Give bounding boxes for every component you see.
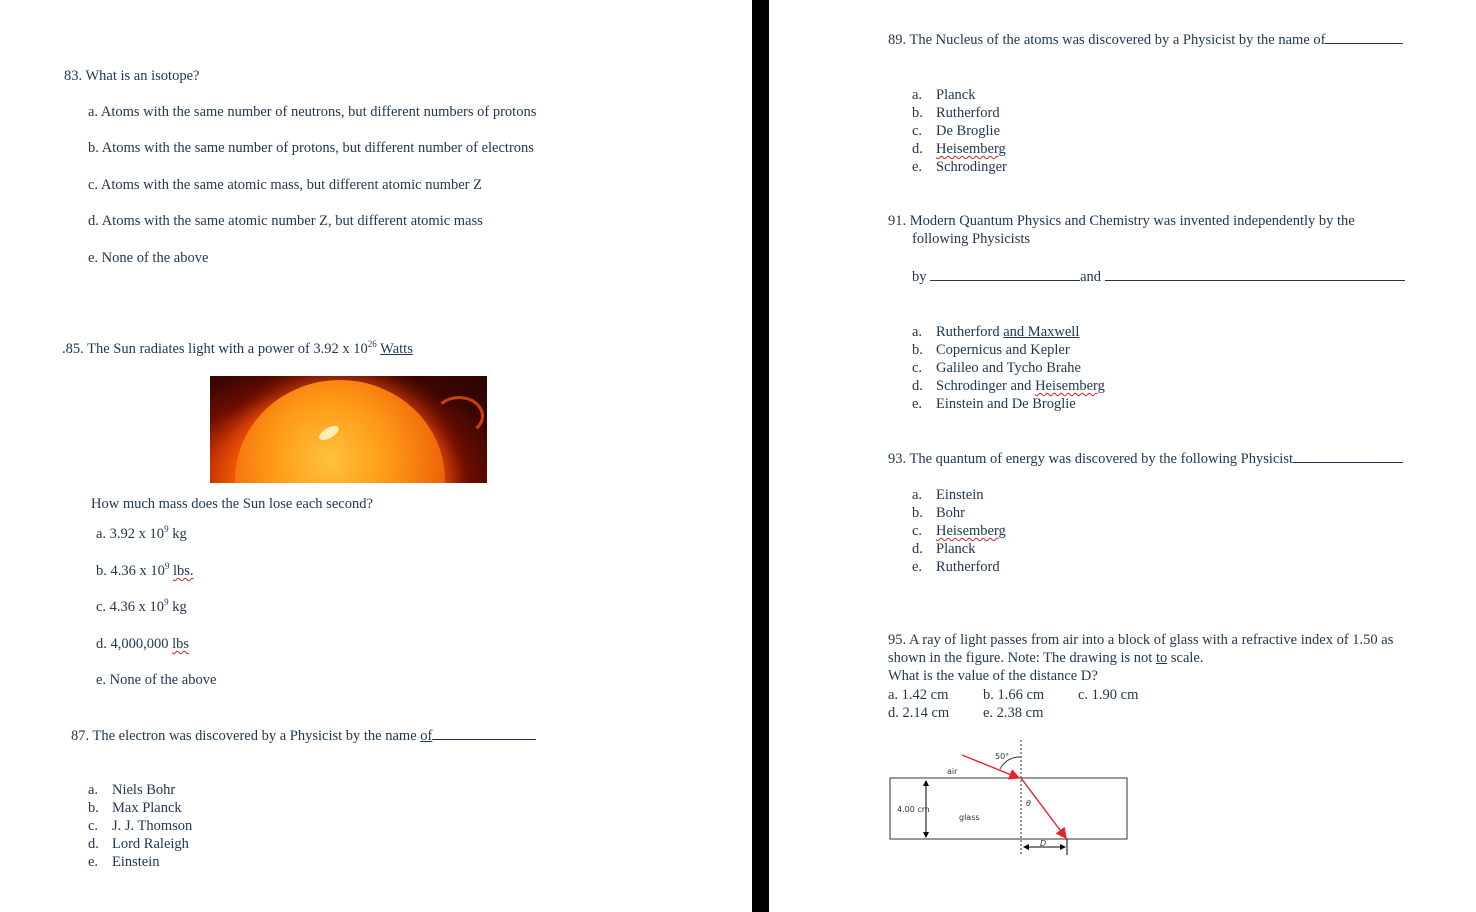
q93-option-d: d. Planck: [912, 541, 976, 557]
q83-stem: 83. What is an isotope?: [64, 68, 200, 84]
q85-question: How much mass does the Sun lose each second?: [91, 496, 373, 512]
q85-option-e: e. None of the above: [96, 672, 217, 688]
page-divider: [752, 0, 769, 912]
q83-option-a: a. Atoms with the same number of neutrons, but different numbers of protons: [88, 104, 537, 120]
q87-option-b: b. Max Planck: [88, 800, 182, 816]
q95-option-e: e. 2.38 cm: [983, 705, 1044, 721]
q87-option-d: d. Lord Raleigh: [88, 836, 189, 852]
theta-label: θ: [1026, 799, 1031, 808]
sun-image: [210, 376, 487, 483]
q95-line1: 95. A ray of light passes from air into a block of glass with a refractive index of 1.50 as: [888, 632, 1394, 648]
q95-option-c: c. 1.90 cm: [1078, 687, 1139, 703]
q91-option-c: c. Galileo and Tycho Brahe: [912, 360, 1081, 376]
q89-option-e: e. Schrodinger: [912, 159, 1007, 175]
q89-option-a: a. Planck: [912, 87, 976, 103]
q93-option-e: e. Rutherford: [912, 559, 1000, 575]
q83-option-e: e. None of the above: [88, 250, 209, 266]
q85-option-a: a. 3.92 x $10^9$ kg: [96, 524, 187, 542]
glass-label: glass: [959, 813, 980, 822]
q85-option-d: d. 4,000,000 lbs: [96, 636, 190, 652]
q95-option-d: d. 2.14 cm: [888, 705, 950, 721]
q89-option-d: d. Heisemberg: [912, 141, 1006, 157]
air-label: air: [947, 767, 958, 776]
q91-option-a: a. Rutherford and Maxwell: [912, 324, 1080, 340]
q89-stem: 89. The Nucleus of the atoms was discovered by a Physicist by the name of: [888, 31, 1403, 49]
q93-options: [912, 486, 1006, 576]
q87-option-a: a. Niels Bohr: [88, 782, 176, 798]
d-label: D: [1040, 839, 1047, 848]
q87-stem: 87. The electron was discovered by a Physicist by the name of: [71, 727, 536, 745]
q93-option-a: a. Einstein: [912, 487, 984, 503]
q83-option-d: d. Atoms with the same atomic number Z, but different atomic mass: [88, 213, 483, 229]
q85-stem: .85. The Sun radiates light with a power of 3.92 x $10^{26}$ Watts: [62, 339, 413, 357]
q91-stem-line2: following Physicists: [912, 231, 1031, 247]
q91-stem-line1: 91. Modern Quantum Physics and Chemistry was invented independently by the: [888, 213, 1355, 229]
q93-stem: 93. The quantum of energy was discovered by the following Physicist: [888, 450, 1403, 468]
q89-options: [912, 86, 1007, 176]
q85-option-b: b. 4.36 x $10^9$ lbs.: [96, 561, 194, 579]
q87-option-e: e. Einstein: [88, 854, 160, 870]
q95-option-a: a. 1.42 cm: [888, 687, 949, 703]
thickness-label: 4.00 cm: [897, 805, 930, 814]
q83-option-c: c. Atoms with the same atomic mass, but different atomic number Z: [88, 177, 482, 193]
q95-option-b: b. 1.66 cm: [983, 687, 1045, 703]
refracted-ray: [1021, 778, 1066, 838]
q95-line2: shown in the figure. Note: The drawing is not to scale.: [888, 650, 1204, 666]
q91-blanks: by and: [912, 268, 1405, 286]
q85-option-c: c. 4.36 x $10^9$ kg: [96, 597, 187, 615]
q95-line3: What is the value of the distance D?: [888, 668, 1098, 684]
q93-option-b: b. Bohr: [912, 505, 965, 521]
refraction-figure: [880, 735, 1140, 860]
q91-options: [912, 323, 1105, 413]
q89-option-b: b. Rutherford: [912, 105, 1000, 121]
q93-option-c: c. Heisemberg: [912, 523, 1006, 539]
angle-label: 50°: [995, 752, 1010, 761]
q83-option-b: b. Atoms with the same number of protons, but different number of electrons: [88, 140, 534, 156]
q91-option-d: d. Schrodinger and Heisemberg: [912, 378, 1105, 394]
q91-option-e: e. Einstein and De Broglie: [912, 396, 1076, 412]
q87-options: [88, 781, 192, 871]
q87-option-c: c. J. J. Thomson: [88, 818, 193, 834]
q89-option-c: c. De Broglie: [912, 123, 1001, 139]
q91-option-b: b. Copernicus and Kepler: [912, 342, 1070, 358]
